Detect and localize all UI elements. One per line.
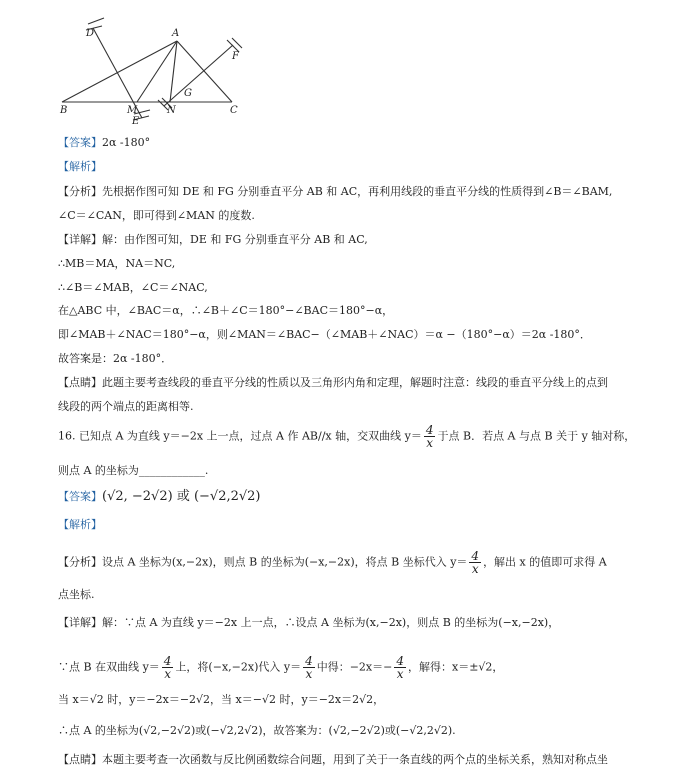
fraction-4-over-x [303,655,315,680]
q16-comment-line1 [58,753,608,767]
q15-answer [58,136,150,150]
q16-fenxi-line2: 点坐标. [58,588,95,601]
q16-fenxi-line1 [58,550,607,575]
q15-analysis-tag: 【解析】 [58,160,102,173]
detail-text-a: ∵点 B 在双曲线 y＝ [58,660,160,674]
label-e: E [132,116,140,127]
detail-text: 解：由作图可知，DE 和 FG 分别垂直平分 AB 和 AC, [102,233,368,246]
q16-analysis-tag: 【解析】 [58,518,102,531]
frac-den: x [164,667,171,681]
fraction-4-over-x [162,655,174,680]
fenxi-tag: 【分析】 [58,185,102,198]
arc-f [227,38,242,52]
stem-text-a: 16. 已知点 A 为直线 y＝−2x 上一点，过点 A 作 AB//x 轴，交双曲线 y＝ [58,429,422,443]
detail-tag: 【详解】 [58,616,102,629]
answer-value: (√2, −2√2) 或 (−√2,2√2) [102,489,261,504]
detail-text-c: 中得：−2x＝− [316,660,393,674]
label-c: C [230,105,238,116]
q16-detail-line4: ∴点 A 的坐标为(√2,−2√2)或(−√2,2√2)，故答案为：(√2,−2√2)或(−√2,2√2). [58,724,456,737]
fraction-4-over-x [469,550,481,575]
detail-text: 解：∵点 A 为直线 y＝−2x 上一点，∴设点 A 坐标为(x,−2x)，则点 B 的坐标为(−x,−2x)， [102,616,560,629]
fenxi-tag: 【分析】 [58,555,102,569]
answer-tag: 【答案】 [58,136,102,149]
q16-answer [58,490,261,504]
q16-stem-line2: 则点 A 的坐标为____________. [58,464,209,477]
q15-comment-line1 [58,376,608,390]
q15-fenxi-line1 [58,185,612,199]
frac-den: x [396,667,404,681]
q16-detail-line2 [58,655,503,680]
comment-text: 本题主要考查一次函数与反比例函数综合问题，用到了关于一条直线的两个点的坐标关系，熟知对称点坐 [102,753,608,766]
frac-num: 4 [163,654,172,668]
answer-tag: 【答案】 [58,490,102,503]
q15-detail-line1 [58,233,368,247]
detail-text-d: ，解得：x＝±√2， [408,660,504,674]
q16-detail-line3: 当 x＝√2 时，y＝−2x＝−2√2，当 x＝−√2 时，y＝−2x＝2√2， [58,693,385,706]
q15-detail-line5: 即∠MAB＋∠NAC＝180°−α，则∠MAN＝∠BAC−（∠MAB＋∠NAC）＝α −（180°−α）＝2α -180°． [58,328,591,341]
bisector-fg [164,45,233,106]
frac-num: 4 [305,654,313,668]
stem-text-b: 于点 B．若点 A 与点 B 关于 y 轴对称， [437,429,636,443]
q16-detail-line1 [58,616,559,630]
q15-detail-line4: 在△ABC 中，∠BAC＝α，∴∠B＋∠C＝180°−∠BAC＝180°−α， [58,304,394,317]
frac-den: x [305,667,313,681]
fenxi-text-a: 设点 A 坐标为(x,−2x)，则点 B 的坐标为(−x,−2x)，将点 B 坐标代入 y＝ [102,555,468,569]
label-f: F [232,51,239,62]
fraction-4-over-x [394,655,406,680]
label-b: B [60,105,68,116]
frac-num: 4 [396,654,404,668]
answer-value: 2α -180° [102,136,151,149]
detail-text-b: 上，将(−x,−2x)代入 y＝ [175,660,302,674]
label-a: A [172,28,180,39]
frac-den: x [426,436,434,450]
side-ab [62,41,177,102]
fraction-4-over-x [424,424,436,449]
comment-tag: 【点睛】 [58,376,102,389]
label-g: G [184,88,192,99]
frac-num: 4 [471,549,480,563]
label-d: D [86,28,95,39]
fenxi-text: 先根据作图可知 DE 和 FG 分别垂直平分 AB 和 AC，再利用线段的垂直平分线的性质得到∠B＝∠BAM, [102,185,613,198]
frac-den: x [471,562,479,576]
detail-tag: 【详解】 [58,233,102,246]
q15-detail-line2: ∴MB＝MA，NA＝NC, [58,257,176,270]
q16-stem-line1 [58,424,635,449]
label-m: M [127,105,138,116]
fenxi-text-b: ，解出 x 的值即可求得 A [483,555,607,569]
q15-detail-line3: ∴∠B＝∠MAB，∠C＝∠NAC, [58,281,208,294]
label-n: N [167,105,176,116]
comment-text: 此题主要考查线段的垂直平分线的性质以及三角形内角和定理，解题时注意：线段的垂直平分线上的点到 [102,376,608,389]
comment-tag: 【点睛】 [58,753,102,766]
q15-comment-line2: 线段的两个端点的距离相等. [58,400,194,413]
q15-detail-line6: 故答案是：2α -180°． [58,352,173,365]
frac-num: 4 [425,423,434,437]
q15-fenxi-line2: ∠C＝∠CAN，即可得到∠MAN 的度数. [58,209,255,222]
